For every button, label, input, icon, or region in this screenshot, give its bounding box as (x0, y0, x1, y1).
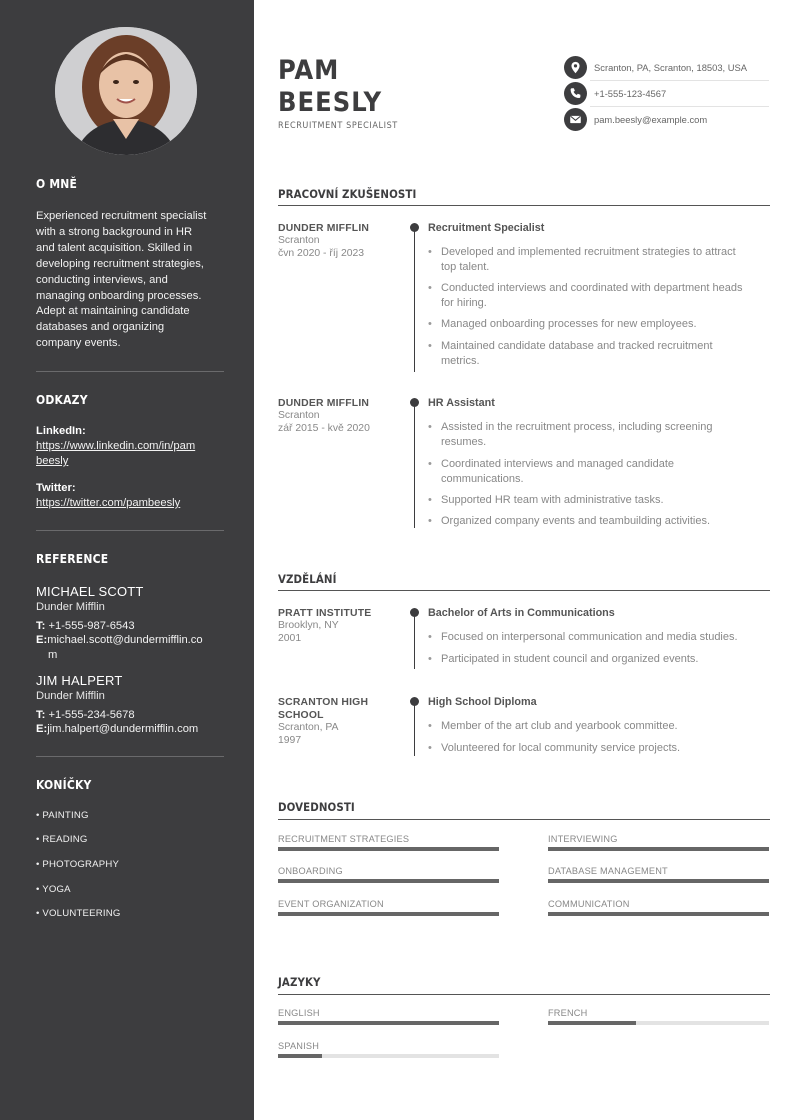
job-bullet (428, 514, 770, 529)
school-name (278, 607, 396, 620)
bullet-line: • Assisted in the recruitment process, including screening (441, 421, 713, 433)
education-heading: VZDĚLÁNÍ (278, 572, 337, 586)
divider (36, 756, 224, 757)
timeline-dot (410, 223, 419, 232)
about-line: Adept at maintaining candidate (36, 305, 190, 318)
skill-item (278, 899, 499, 916)
language-bar-fill (548, 1021, 636, 1025)
job-location: Scranton (278, 410, 320, 421)
section-rule (278, 819, 770, 820)
timeline-line (414, 402, 415, 528)
about-text (36, 209, 226, 352)
sidebar (0, 0, 254, 1120)
phone-value: +1-555-234-5678 (48, 709, 135, 721)
link-line: https://www.linkedin.com/in/pam (36, 440, 196, 452)
skill-bar-fill (278, 847, 499, 851)
reference-name: MICHAEL SCOTT (36, 584, 144, 599)
section-rule (278, 994, 770, 995)
link-line: beesly (36, 455, 69, 467)
about-line: with a strong background in HR (36, 225, 193, 238)
reference-company: Dunder Mifflin (36, 601, 105, 613)
language-item (278, 1008, 499, 1025)
hobby-item: • VOLUNTEERING (36, 908, 121, 919)
email-value: jim.halpert@dundermifflin.com (47, 723, 199, 735)
phone-label: T: (36, 620, 46, 632)
language-bar-fill (278, 1021, 499, 1025)
school-line: SCRANTON HIGH (278, 697, 369, 708)
bullet-line: • Supported HR team with administrative tasks. (441, 494, 664, 506)
timeline-dot (410, 608, 419, 617)
school-location: Scranton, PA (278, 722, 339, 733)
timeline-line (414, 611, 415, 669)
education-bullet: • Volunteered for local community service projects. (428, 741, 770, 756)
experience-heading: PRACOVNÍ ZKUŠENOSTI (278, 187, 417, 201)
degree: Bachelor of Arts in Communications (428, 607, 615, 619)
skill-name: DATABASE MANAGEMENT (548, 866, 668, 876)
email-label: E: (36, 634, 48, 646)
bullet-line: communications. (441, 472, 524, 485)
school-year: 1997 (278, 735, 302, 746)
skill-bar (548, 912, 769, 916)
skill-bar-fill (548, 879, 769, 883)
timeline-line (414, 700, 415, 756)
language-name: FRENCH (548, 1008, 588, 1018)
skill-name: COMMUNICATION (548, 899, 630, 909)
bullet-line: • Managed onboarding processes for new employees. (441, 318, 697, 330)
languages-heading: JAZYKY (278, 975, 321, 989)
envelope-icon (564, 108, 587, 131)
hobby-item: • READING (36, 834, 88, 845)
location-pin-icon (564, 56, 587, 79)
contact-address (564, 56, 769, 78)
divider (590, 106, 769, 107)
hobbies-heading: KONÍČKY (36, 778, 92, 792)
bullet-line: • Organized company events and teambuilding activities. (441, 515, 711, 527)
job-bullet (428, 493, 770, 508)
profile-photo (55, 27, 197, 155)
school-name (278, 696, 396, 722)
about-line: databases and organizing (36, 321, 165, 334)
bullet-line: • Developed and implemented recruitment strategies to attract (441, 246, 736, 258)
degree: High School Diploma (428, 696, 537, 708)
phone-text: +1-555-123-4567 (594, 88, 667, 99)
email-value-cont: m (48, 649, 58, 661)
contact-email (564, 108, 769, 130)
school-year: 2001 (278, 633, 302, 644)
bullet-line: • Coordinated interviews and managed candidate (441, 458, 674, 470)
about-line: managing onboarding processes. (36, 289, 202, 302)
school-line: SCHOOL (278, 710, 324, 721)
skill-name: ONBOARDING (278, 866, 343, 876)
language-item (278, 1041, 499, 1058)
about-line: conducting interviews, and (36, 273, 168, 286)
language-bar-fill (278, 1054, 322, 1058)
references-heading: REFERENCE (36, 552, 109, 566)
hobby-item: • PHOTOGRAPHY (36, 859, 120, 870)
email-label: E: (36, 723, 48, 735)
job-bullet (428, 420, 770, 449)
reference-name: JIM HALPERT (36, 673, 123, 688)
skill-name: RECRUITMENT STRATEGIES (278, 834, 410, 844)
address-text: Scranton, PA, Scranton, 18503, USA (594, 62, 748, 73)
job-bullet (428, 245, 770, 274)
last-name: BEESLY (278, 87, 383, 118)
links-heading: ODKAZY (36, 393, 88, 407)
hobby-item: • YOGA (36, 884, 71, 895)
reference-email (36, 633, 226, 663)
bullet-line: • Maintained candidate database and tracked recruitment (441, 340, 713, 352)
section-rule (278, 590, 770, 591)
about-line: and talent acquisition. Skilled in (36, 241, 193, 254)
skill-item (548, 866, 769, 883)
job-bullet (428, 281, 770, 310)
section-rule (278, 205, 770, 206)
phone-label: T: (36, 709, 46, 721)
bullet-line: for hiring. (441, 296, 487, 309)
language-bar (548, 1021, 769, 1025)
divider (36, 530, 224, 531)
skill-bar (278, 847, 499, 851)
about-heading: O MNĚ (36, 177, 78, 191)
education-bullet: • Participated in student council and organized events. (428, 652, 770, 667)
language-bar (278, 1054, 499, 1058)
phone-icon (564, 82, 587, 105)
skill-item (278, 834, 499, 851)
timeline-line (414, 226, 415, 372)
twitter-label: Twitter: (36, 482, 76, 494)
bullet-line: resumes. (441, 435, 487, 448)
divider (590, 80, 769, 81)
language-name: ENGLISH (278, 1008, 320, 1018)
bullet-line: top talent. (441, 260, 490, 273)
linkedin-label: LinkedIn: (36, 425, 86, 437)
job-dates: čvn 2020 - říj 2023 (278, 248, 365, 259)
skill-bar-fill (548, 847, 769, 851)
job-bullet (428, 339, 770, 368)
job-bullet (428, 457, 770, 486)
skills-heading: DOVEDNOSTI (278, 800, 355, 814)
reference-email (36, 722, 226, 737)
education-bullet: • Focused on interpersonal communication and media studies. (428, 630, 770, 645)
skill-bar-fill (278, 912, 499, 916)
job-dates: zář 2015 - kvě 2020 (278, 423, 370, 434)
job-company: DUNDER MIFFLIN (278, 223, 370, 234)
skill-item (548, 834, 769, 851)
skill-name: EVENT ORGANIZATION (278, 899, 384, 909)
contact-phone (564, 82, 769, 104)
linkedin-link[interactable] (36, 439, 226, 469)
first-name: PAM (278, 55, 340, 86)
education-bullet: • Member of the art club and yearbook committee. (428, 719, 770, 734)
job-role: HR Assistant (428, 397, 495, 409)
twitter-link[interactable] (36, 496, 226, 511)
skill-bar-fill (278, 879, 499, 883)
bullet-line: • Conducted interviews and coordinated with department heads (441, 282, 743, 294)
skill-bar-fill (548, 912, 769, 916)
language-item (548, 1008, 769, 1025)
job-bullet (428, 317, 770, 332)
skill-bar (548, 879, 769, 883)
hobby-item: • PAINTING (36, 810, 89, 821)
bullet-line: metrics. (441, 354, 480, 367)
phone-value: +1-555-987-6543 (48, 620, 135, 632)
job-title: RECRUITMENT SPECIALIST (278, 121, 398, 131)
reference-phone (36, 619, 226, 634)
about-line: company events. (36, 337, 121, 350)
email-value: michael.scott@dundermifflin.co (47, 634, 203, 646)
reference-phone (36, 708, 226, 723)
job-location: Scranton (278, 235, 320, 246)
portrait-image (55, 27, 197, 155)
job-role: Recruitment Specialist (428, 222, 545, 234)
skill-bar (278, 879, 499, 883)
about-line: Experienced recruitment specialist (36, 210, 207, 222)
email-text: pam.beesly@example.com (594, 114, 708, 125)
skill-item (548, 899, 769, 916)
timeline-dot (410, 398, 419, 407)
about-line: developing recruitment strategies, (36, 257, 204, 270)
language-bar (278, 1021, 499, 1025)
divider (36, 371, 224, 372)
skill-name: INTERVIEWING (548, 834, 618, 844)
skill-bar (278, 912, 499, 916)
language-name: SPANISH (278, 1041, 320, 1051)
school-location: Brooklyn, NY (278, 620, 339, 631)
skill-item (278, 866, 499, 883)
reference-company: Dunder Mifflin (36, 690, 105, 702)
school-line: PRATT INSTITUTE (278, 608, 372, 619)
link-line: https://twitter.com/pambeesly (36, 497, 181, 509)
skill-bar (548, 847, 769, 851)
timeline-dot (410, 697, 419, 706)
job-company: DUNDER MIFFLIN (278, 398, 370, 409)
